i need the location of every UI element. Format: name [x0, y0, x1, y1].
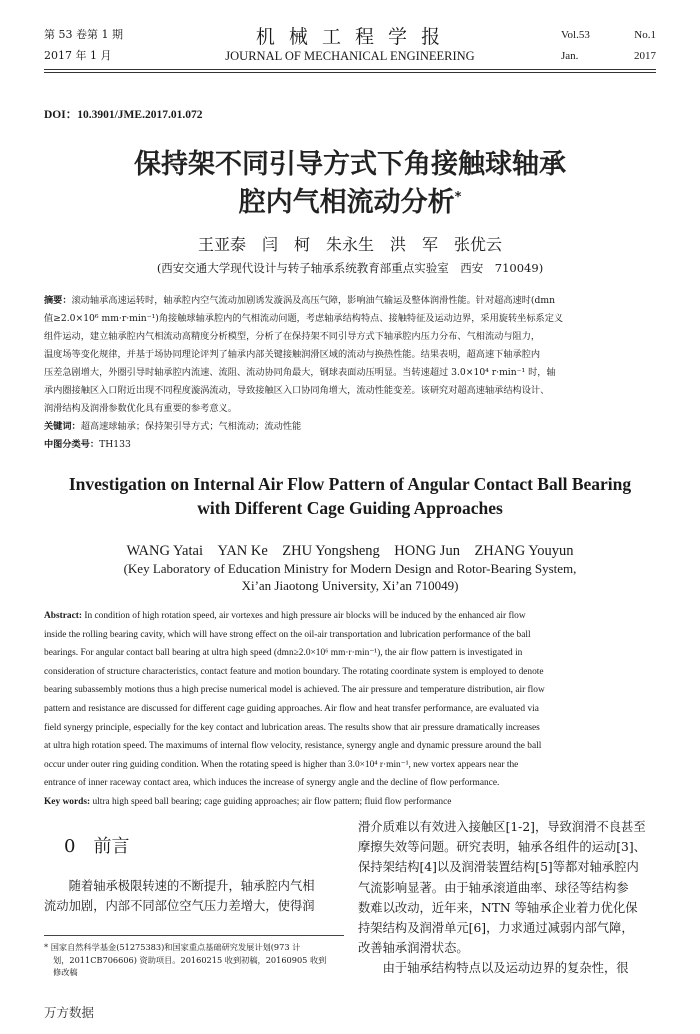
abstract-en-line: inside the rolling bearing cavity, which will have strong effect on the oil-air transportation and lubrication performance of the ball: [44, 629, 531, 640]
abstract-en-line: at ultra high rotation speed. The maximums of internal flow velocity, resistance, synergy angle and dynamic pressure around the ball: [44, 741, 542, 752]
body-line: 滑介质难以有效进入接触区[1-2]，导致润滑不良甚至: [358, 820, 646, 834]
abstract-cn-line: 值≥2.0×10⁶ mm·r·min⁻¹)角接触球轴承腔内的气相流动问题，考虑轴承结构特点、接触特征及运动边界，采用旋转坐标系定义: [44, 313, 564, 324]
abstract-en-label: Abstract:: [44, 611, 83, 621]
footnote-line: 划，2011CB706606) 资助项目。20160215 收到初稿，20160905 收到: [53, 954, 327, 965]
header-rule-top: [44, 69, 656, 70]
abstract-cn-line: 承内圈接触区入口附近出现不同程度漩涡流动，导致接触区入口协同角增大，流动性能变差。该研究对超高速轴承结构设计、: [44, 385, 550, 396]
abstract-en-line: entrance of inner raceway contact area, which induces the increase of synergy angle and the decline of flow performance.: [44, 778, 500, 789]
header-volume-en: Vol.53 No.1: [561, 29, 656, 41]
abstract-en-line: Abstract: In condition of high rotation speed, air vortexes and high pressure air blocks will be induced by the enhanced air flow: [44, 611, 526, 621]
left-column: [44, 876, 342, 916]
affiliation-cn: (西安交通大学现代设计与转子轴承系统教育部重点实验室 西安 710049): [156, 261, 544, 275]
body-line: 随着轴承极限转速的不断提升，轴承腔内气相: [44, 879, 315, 893]
header-volume-cn: 第 53 卷第 1 期: [44, 28, 123, 41]
abstract-cn-line: 摘要：滚动轴承高速运转时，轴承腔内空气流动加剧诱发漩涡及高压气障，影响油气输运及整体润滑性能。针对超高速时(dmn: [44, 295, 556, 306]
abstract-en-line: bearing subassembly motions thus a high precise numerical model is achieved. The air pressure and temperature distribution, air flow: [44, 685, 545, 696]
abstract-en-line: bearings. For angular contact ball bearing at ultra high speed (dmn≥2.0×10⁶ mm·r·min⁻¹), the air flow pattern is investigated in: [44, 648, 523, 659]
authors-cn: 王亚泰 闫 柯 朱永生 洪 军 张优云: [197, 235, 502, 254]
journal-title-cn: 机 械 工 程 学 报: [255, 26, 445, 48]
title-en-line2: with Different Cage Guiding Approaches: [197, 498, 503, 518]
header-right: [561, 27, 656, 64]
clc-number: 中图分类号：TH133: [44, 439, 131, 450]
affiliation-en-line2: Xi’an Jiaotong University, Xi’an 710049): [241, 578, 459, 593]
abstract-cn-line: 组件运动，建立轴承腔内气相流动高精度分析模型，分析了在保持架不同引导方式下轴承腔内压力分布、气相流动与阻力，: [44, 331, 541, 342]
footnote-rule: [44, 935, 344, 936]
doi: DOI：10.3901/JME.2017.01.072: [44, 109, 203, 121]
header-rule-bottom: [44, 72, 656, 73]
abstract-cn-label: 摘要：: [44, 295, 72, 306]
body-line: 摩擦失效等问题。研究表明，轴承各组件的运动[3]、: [358, 840, 646, 855]
keywords-cn-label: 关键词：: [44, 421, 81, 432]
abstract-en-line: pattern and resistance are discussed for different cage guiding approaches. Air flow and heat transfer performance, are evaluated via: [44, 703, 539, 714]
abstract-cn-line: 温度场等变化规律，并基于场协同理论评判了轴承内部关键接触润滑区域的流动与换热性能。结果表明，超高速下轴承腔内: [44, 349, 541, 360]
header-date-cn: 2017 年 1 月: [44, 49, 112, 62]
authors-en: WANG Yatai YAN Ke ZHU Yongsheng HONG Jun ZHANG Youyun: [126, 543, 574, 559]
title-footnote-mark: *: [454, 190, 462, 205]
footnote-line: * 国家自然科学基金(51275383)和国家重点基础研究发展计划(973 计: [44, 942, 301, 952]
keywords-en: Key words: ultra high speed ball bearing; cage guiding approaches; air flow pattern; fluid flow performance: [44, 796, 452, 807]
section-number: 0: [64, 836, 76, 857]
affiliation-en-line1: (Key Laboratory of Education Ministry for Modern Design and Rotor-Bearing System,: [123, 561, 577, 576]
abstract-en-line: consideration of structure characteristics, contact feature and motion boundary. The rotating coordinate system is employed to denote: [44, 666, 544, 677]
body-line: 数难以改动，近年来，NTN 等轴承企业着力优化保: [358, 900, 638, 915]
clc-label: 中图分类号：: [44, 439, 100, 450]
abstract-en-line: field synergy principle, especially for the key contact and lubrication areas. The results show that air pressure dramatically increases: [44, 722, 540, 733]
title-en-line1: Investigation on Internal Air Flow Pattern of Angular Contact Ball Bearing: [68, 474, 632, 494]
body-line: 改善轴承润滑状态。: [358, 941, 469, 956]
footnote-mark: *: [44, 942, 49, 952]
section-title: 前言: [93, 836, 130, 857]
body-line: 流动加剧，内部不同部位空气压力差增大，使得润: [44, 899, 315, 914]
body-line: 由于轴承结构特点以及运动边界的复杂性，很: [358, 961, 629, 976]
body-line: 保持架结构[4]以及润滑装置结构[5]等都对轴承腔内: [358, 860, 639, 875]
abstract-cn-line: 润滑结构及润滑参数优化具有重要的参考意义。: [44, 403, 237, 414]
abstract-en-line: occur under outer ring guiding condition. When the rotating speed is higher than 3.0×10⁴ r·min⁻¹, new vortex appears near the: [44, 759, 519, 770]
right-column: [358, 817, 656, 979]
abstract-cn-line: 压差急剧增大，外圈引导时轴承腔内流速、流阻、流动协同角最大，钢球表面动压明显。当转速超过 3.0×10⁴ r·min⁻¹ 时，轴: [44, 367, 556, 378]
title-cn-line1: 保持架不同引导方式下角接触球轴承: [134, 149, 566, 180]
header-date-en: Jan. 2017: [561, 50, 656, 62]
watermark: 万方数据: [44, 1005, 95, 1020]
keywords-en-label: Key words:: [44, 796, 91, 807]
title-cn-line2: 腔内气相流动分析*: [238, 187, 462, 218]
body-line: 持架结构及润滑单元[6]，力求通过减弱内部气障，: [358, 921, 634, 936]
section-heading: [64, 832, 129, 858]
keywords-cn: 关键词：超高速球轴承；保持架引导方式；气相流动；流动性能: [44, 421, 302, 432]
footnote-line: 修改稿: [53, 967, 78, 977]
body-line: 气流影响显著。由于轴承滚道曲率、球径等结构参: [358, 880, 629, 895]
abstract-en: [44, 607, 656, 812]
footnote: [44, 941, 344, 979]
abstract-cn: [44, 292, 656, 454]
journal-title-en: JOURNAL OF MECHANICAL ENGINEERING: [225, 49, 475, 63]
